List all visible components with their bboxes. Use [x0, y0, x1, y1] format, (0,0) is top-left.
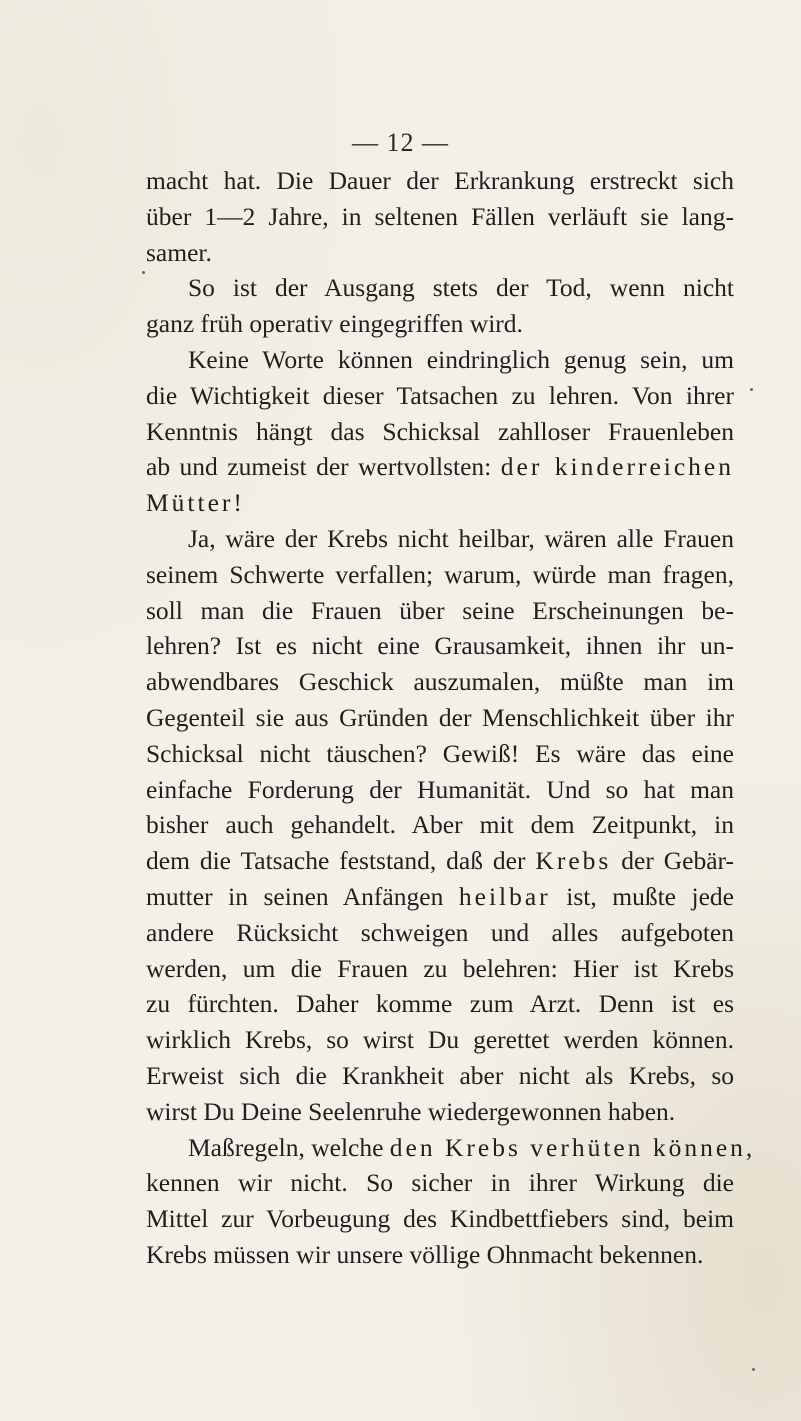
emphasis-text: Krebs	[535, 846, 612, 876]
text-line: Erweist sich die Krankheit aber nicht als Krebs, so	[146, 1060, 734, 1090]
text-line	[146, 879, 734, 915]
text-line: Krebs müssen wir unsere völlige Ohnmacht bekennen.	[146, 1239, 704, 1269]
text-line: über 1—2 Jahre, in seltenen Fällen verläuft sie lang-	[146, 201, 734, 231]
text-line: Ja, wäre der Krebs nicht heilbar, wären alle Frauen	[188, 523, 734, 553]
text-segment: ist, mußte jede	[566, 881, 735, 911]
text-line: macht hat. Die Dauer der Erkrankung erstreckt sich	[146, 166, 734, 195]
text-line: wirst Du Deine Seelenruhe wiedergewonnen haben.	[146, 1096, 676, 1126]
margin-speck	[750, 388, 753, 391]
page-number: — 12 —	[352, 128, 449, 157]
emphasis-text: den Krebs verhüten können,	[389, 1132, 756, 1162]
text-segment: der Gebär-	[621, 846, 735, 876]
text-line: Mittel zur Vorbeugung des Kindbettfiebers sind, beim	[146, 1204, 734, 1234]
text-line: wirklich Krebs, so wirst Du gerettet werden können.	[146, 1025, 734, 1055]
margin-speck	[752, 1368, 755, 1371]
body-text	[146, 163, 756, 1273]
text-line: werden, um die Frauen zu belehren: Hier ist Krebs	[146, 953, 734, 983]
emphasis-text: der kinderreichen	[500, 452, 734, 482]
text-line: bisher auch gehandelt. Aber mit dem Zeitpunkt, in	[146, 810, 734, 840]
text-line: Kenntnis hängt das Schicksal zahlloser Frauenleben	[146, 416, 734, 446]
text-line: einfache Forderung der Humanität. Und so hat man	[146, 774, 734, 804]
text-segment: dem die Tatsache feststand, daß der	[146, 846, 526, 876]
text-line: So ist der Ausgang stets der Tod, wenn nicht	[188, 273, 734, 303]
text-segment: ab und zumeist der wertvollsten:	[146, 452, 492, 482]
text-line	[146, 1130, 756, 1166]
text-line	[146, 449, 734, 485]
text-line: Schicksal nicht täuschen? Gewiß! Es wäre das eine	[146, 738, 734, 768]
text-line: samer.	[146, 237, 212, 267]
text-line: lehren? Ist es nicht eine Grausamkeit, ihnen ihr un-	[146, 631, 734, 661]
text-segment: Maßregeln, welche	[188, 1132, 384, 1162]
text-segment: mutter in seinen Anfängen	[146, 881, 444, 911]
text-line: zu fürchten. Daher komme zum Arzt. Denn ist es	[146, 989, 734, 1019]
margin-speck	[142, 271, 145, 274]
text-line: die Wichtigkeit dieser Tatsachen zu lehren. Von ihrer	[146, 380, 734, 410]
text-line	[146, 843, 734, 879]
text-line: seinem Schwerte verfallen; warum, würde man fragen,	[146, 559, 734, 589]
text-line: kennen wir nicht. So sicher in ihrer Wirkung die	[146, 1168, 734, 1198]
text-line: Keine Worte können eindringlich genug sein, um	[188, 344, 734, 374]
text-line: Gegenteil sie aus Gründen der Menschlichkeit über ihr	[146, 702, 734, 732]
text-line: abwendbares Geschick auszumalen, müßte man im	[146, 667, 734, 697]
text-line: soll man die Frauen über seine Erscheinungen be-	[146, 595, 734, 625]
text-line: Mütter!	[146, 488, 245, 518]
text-line: andere Rücksicht schweigen und alles aufgeboten	[146, 917, 734, 947]
text-line: ganz früh operativ eingegriffen wird.	[146, 309, 523, 339]
emphasis-text: heilbar	[458, 881, 551, 911]
